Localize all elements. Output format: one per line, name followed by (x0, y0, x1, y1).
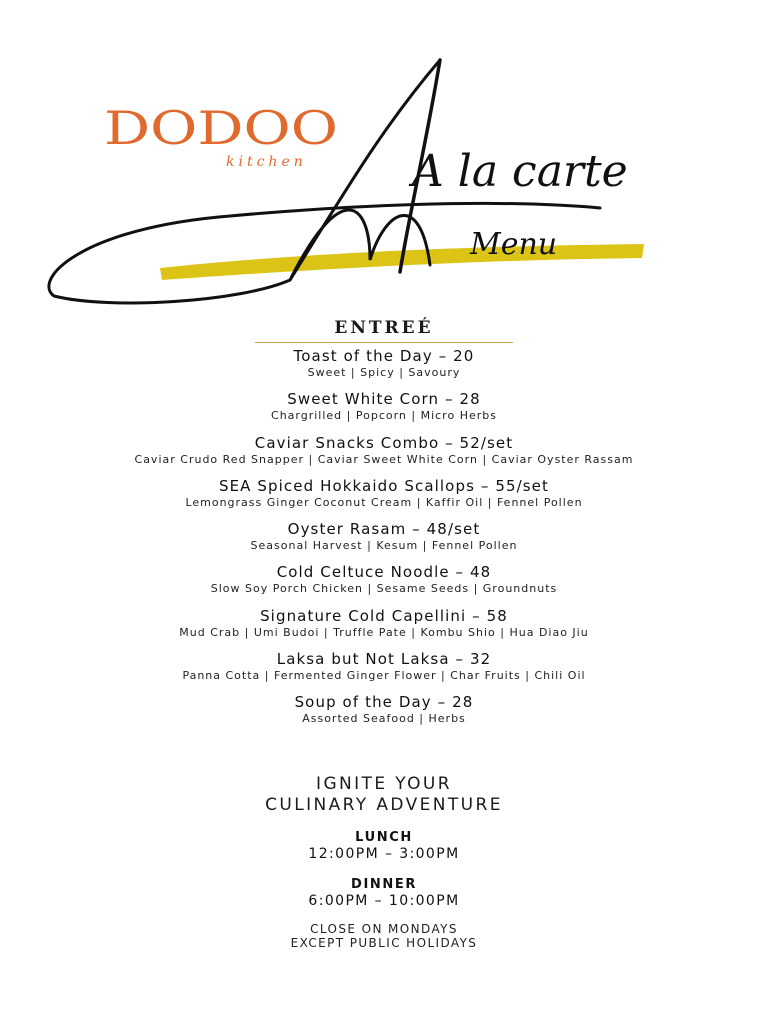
menu-item-name: Soup of the Day – 28 (294, 693, 474, 712)
menu-item-description: Panna Cotta | Fermented Ginger Flower | Char Fruits | Chili Oil (182, 669, 586, 683)
menu-item-name: Cold Celtuce Noodle – 48 (276, 563, 492, 582)
brand-subname: kitchen (226, 154, 307, 170)
menu-item-name: Sweet White Corn – 28 (287, 390, 481, 409)
menu-item (0, 434, 768, 477)
menu-list (0, 347, 768, 737)
menu-item-description: Mud Crab | Umi Budoi | Truffle Pate | Kombu Shio | Hua Diao Jiu (179, 625, 589, 639)
notice-line-2: EXCEPT PUBLIC HOLIDAYS (290, 936, 478, 950)
menu-item-description: Assorted Seafood | Herbs (302, 712, 466, 726)
menu-item-name: Laksa but Not Laksa – 32 (276, 650, 492, 669)
section-heading: ENTREÉ (255, 318, 513, 343)
menu-item-name: Toast of the Day – 20 (293, 347, 475, 365)
menu-item-description: Seasonal Harvest | Kesum | Fennel Pollen (250, 539, 518, 553)
dinner-time: 6:00PM – 10:00PM (308, 893, 460, 909)
lunch-time: 12:00PM – 3:00PM (308, 846, 460, 862)
menu-item (0, 693, 768, 736)
menu-item (0, 563, 768, 606)
title-line2: Menu (470, 227, 558, 262)
dinner-label: DINNER (351, 877, 417, 892)
menu-item (0, 347, 768, 390)
brand-name: DODOO (104, 101, 338, 155)
menu-item-name: SEA Spiced Hokkaido Scallops – 55/set (218, 476, 549, 495)
menu-item-description: Caviar Crudo Red Snapper | Caviar Sweet White Corn | Caviar Oyster Rassam (134, 452, 634, 466)
menu-item-description: Sweet | Spicy | Savoury (307, 366, 461, 379)
menu-item-name: Caviar Snacks Combo – 52/set (254, 433, 514, 452)
promo-line-1: IGNITE YOUR (316, 774, 452, 794)
title-artwork (40, 40, 680, 330)
menu-item-name: Signature Cold Capellini – 58 (260, 606, 508, 625)
menu-item-description: Slow Soy Porch Chicken | Sesame Seeds | Groundnuts (210, 582, 558, 596)
menu-item (0, 390, 768, 433)
menu-item (0, 477, 768, 520)
menu-item (0, 650, 768, 693)
menu-item (0, 607, 768, 650)
menu-item (0, 520, 768, 563)
title-line1: A la carte (412, 146, 628, 197)
notice-line-1: CLOSE ON MONDAYS (310, 922, 458, 936)
menu-item-name: Oyster Rasam – 48/set (287, 520, 481, 539)
lunch-label: LUNCH (355, 830, 413, 845)
menu-item-description: Chargrilled | Popcorn | Micro Herbs (271, 409, 497, 423)
promo-line-2: CULINARY ADVENTURE (265, 795, 503, 815)
menu-item-description: Lemongrass Ginger Coconut Cream | Kaffir Oil | Fennel Pollen (185, 495, 583, 509)
